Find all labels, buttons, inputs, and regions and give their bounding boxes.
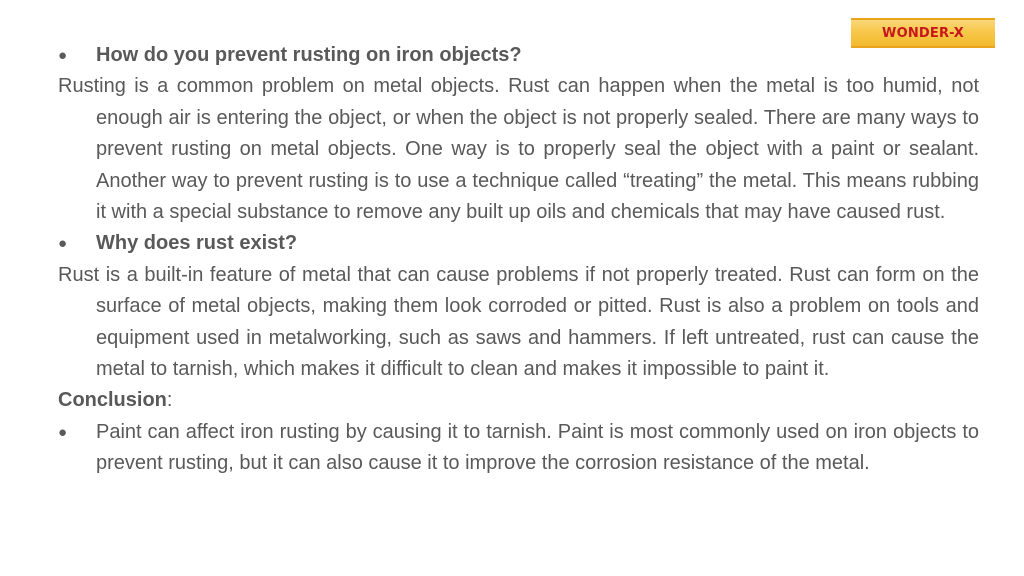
conclusion-title: Conclusion [58, 389, 167, 412]
conclusion-heading [58, 385, 979, 416]
document-body [58, 40, 979, 480]
question-heading-prevent-rusting: ● How do you prevent rusting on iron objects? [58, 40, 979, 71]
question-heading-why-rust: ● Why does rust exist? [58, 228, 979, 259]
logo-text: WONDER-X [882, 25, 964, 41]
conclusion-text: ● Paint can affect iron rusting by causing it to tarnish. Paint is most commonly used on iron objects to prevent rusting, but it can also cause it to improve the corrosion resistance of the metal. [58, 417, 979, 480]
answer-prevent-rusting: Rusting is a common problem on metal objects. Rust can happen when the metal is too humid, not enough air is entering the object, or when the object is not properly sealed. There are many ways to prevent rusting on metal objects. One way is to properly seal the object with a paint or sealant. Another way to prevent rusting is to use a technique called “treating” the metal. This means rubbing it with a special substance to remove any built up oils and chemicals that may have caused rust. [58, 75, 979, 224]
conclusion-colon: : [166, 389, 173, 412]
answer-why-rust: Rust is a built-in feature of metal that can cause problems if not properly treated. Rust can form on the surface of metal objects, making them look corroded or pitted. Rust is also a problem on tools and equipment used in metalworking, such as saws and hammers. If left untreated, rust can cause the metal to tarnish, which makes it difficult to clean and makes it impossible to paint it. [58, 263, 979, 381]
